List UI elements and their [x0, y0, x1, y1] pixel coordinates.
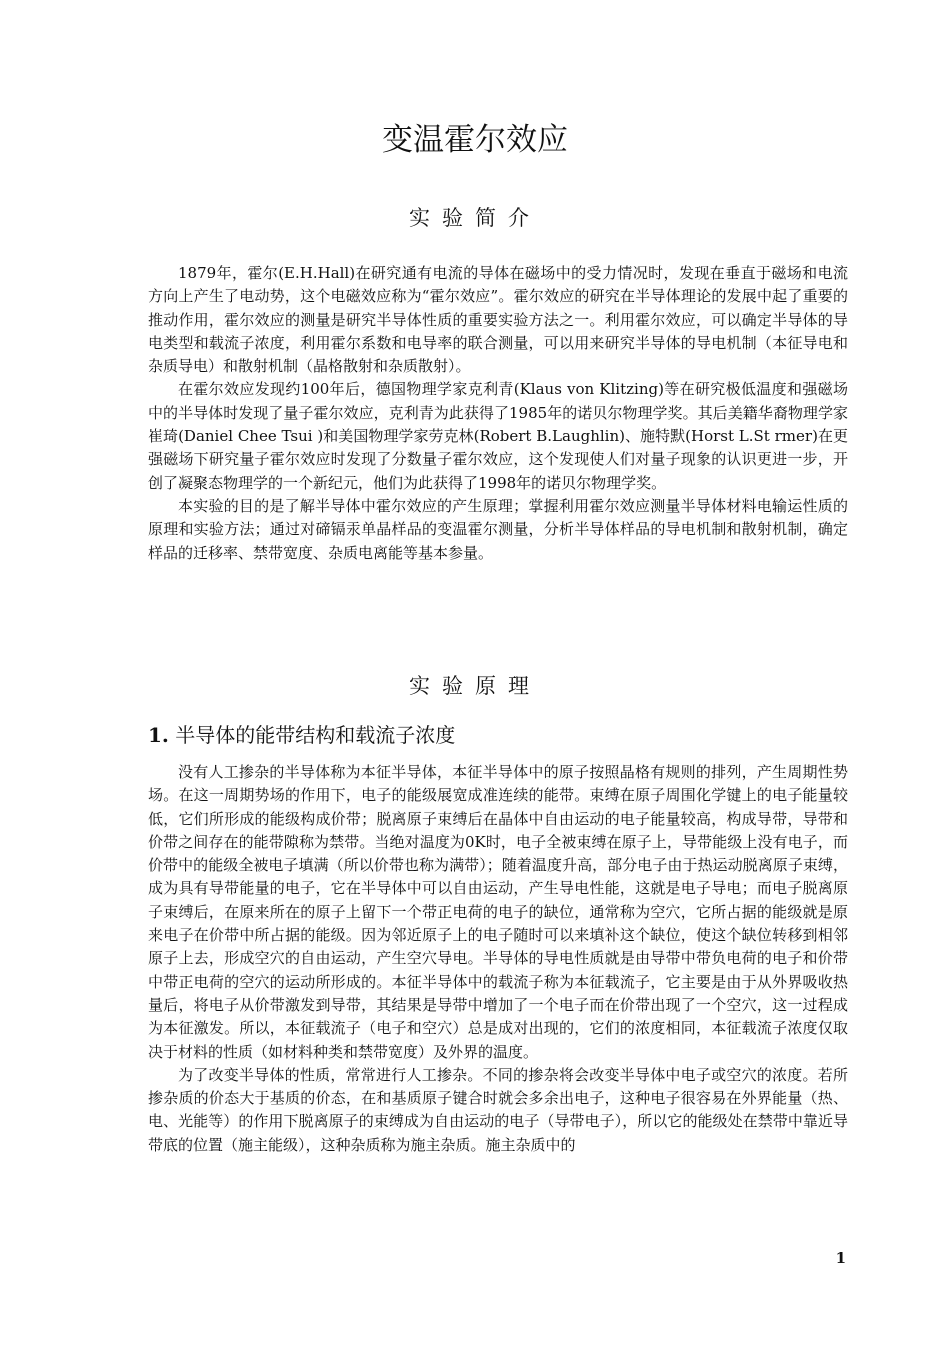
intro-paragraph: 本实验的目的是了解半导体中霍尔效应的产生原理；掌握利用霍尔效应测量半导体材料电输运性质的原理和实验方法；通过对碲镉汞单晶样品的变温霍尔测量，分析半导体样品的导电机制和散射机制，确定样品的迁移率、禁带宽度、杂质电离能等基本参量。	[148, 496, 848, 562]
page-number: 1	[835, 1249, 846, 1267]
principle-body	[148, 761, 848, 1157]
intro-paragraph: 在霍尔效应发现约100年后，德国物理学家克利青(Klaus von Klitzing)等在研究极低温度和强磁场中的半导体时发现了量子霍尔效应，克利青为此获得了1985年的诺贝尔物理学奖。其后美籍华裔物理学家崔琦(Daniel Chee Tsui )和美国物理学家劳克林(Robert B.Laughlin)、施特默(Horst L.St rmer)在更强磁场下研究量子霍尔效应时发现了分数量子霍尔效应，这个发现使人们对量子现象的认识更进一步，开创了凝聚态物理学的一个新纪元，他们为此获得了1998年的诺贝尔物理学奖。	[148, 380, 848, 492]
intro-body	[148, 262, 848, 565]
subsection-heading	[148, 720, 455, 750]
principle-paragraph: 没有人工掺杂的半导体称为本征半导体，本征半导体中的原子按照晶格有规则的排列，产生周期性势场。在这一周期势场的作用下，电子的能级展宽成准连续的能带。束缚在原子周围化学键上的电子能量较低，它们所形成的能级构成价带；脱离原子束缚后在晶体中自由运动的电子能量较高，构成导带，导带和价带之间存在的能带隙称为禁带。当绝对温度为0K时，电子全被束缚在原子上，导带能级上没有电子，而价带中的能级全被电子填满（所以价带也称为满带）；随着温度升高，部分电子由于热运动脱离原子束缚，成为具有导带能量的电子，它在半导体中可以自由运动，产生导电性能，这就是电子导电；而电子脱离原子束缚后，在原来所在的原子上留下一个带正电荷的电子的缺位，通常称为空穴，它所占据的能级就是原来电子在价带中所占据的能级。因为邻近原子上的电子随时可以来填补这个缺位，使这个缺位转移到相邻原子上去，形成空穴的自由运动，产生空穴导电。半导体的导电性质就是由导带中带负电荷的电子和价带中带正电荷的空穴的运动所形成的。本征半导体中的载流子称为本征载流子，它主要是由于从外界吸收热量后，将电子从价带激发到导带，其结果是导带中增加了一个电子而在价带出现了一个空穴，这一过程成为本征激发。所以，本征载流子（电子和空穴）总是成对出现的，它们的浓度相同，本征载流子浓度仅取决于材料的性质（如材料种类和禁带宽度）及外界的温度。	[148, 763, 848, 1061]
subsection-number: 1.	[148, 723, 169, 747]
principle-paragraph: 为了改变半导体的性质，常常进行人工掺杂。不同的掺杂将会改变半导体中电子或空穴的浓度。若所掺杂质的价态大于基质的价态，在和基质原子键合时就会多余出电子，这种电子很容易在外界能量（热、电、光能等）的作用下脱离原子的束缚成为自由运动的电子（导带电子），所以它的能级处在禁带中靠近导带底的位置（施主能级），这种杂质称为施主杂质。施主杂质中的	[148, 1065, 848, 1154]
section-heading-intro: 实验简介	[409, 206, 541, 230]
section-heading-principle: 实验原理	[409, 674, 541, 698]
subsection-title-text: 半导体的能带结构和载流子浓度	[175, 723, 456, 747]
document-title: 变温霍尔效应	[382, 122, 568, 158]
intro-paragraph: 1879年，霍尔(E.H.Hall)在研究通有电流的导体在磁场中的受力情况时，发现在垂直于磁场和电流方向上产生了电动势，这个电磁效应称为“霍尔效应”。霍尔效应的研究在半导体理论的发展中起了重要的推动作用，霍尔效应的测量是研究半导体性质的重要实验方法之一。利用霍尔效应，可以确定半导体的导电类型和载流子浓度，利用霍尔系数和电导率的联合测量，可以用来研究半导体的导电机制（本征导电和杂质导电）和散射机制（晶格散射和杂质散射）。	[148, 264, 848, 376]
